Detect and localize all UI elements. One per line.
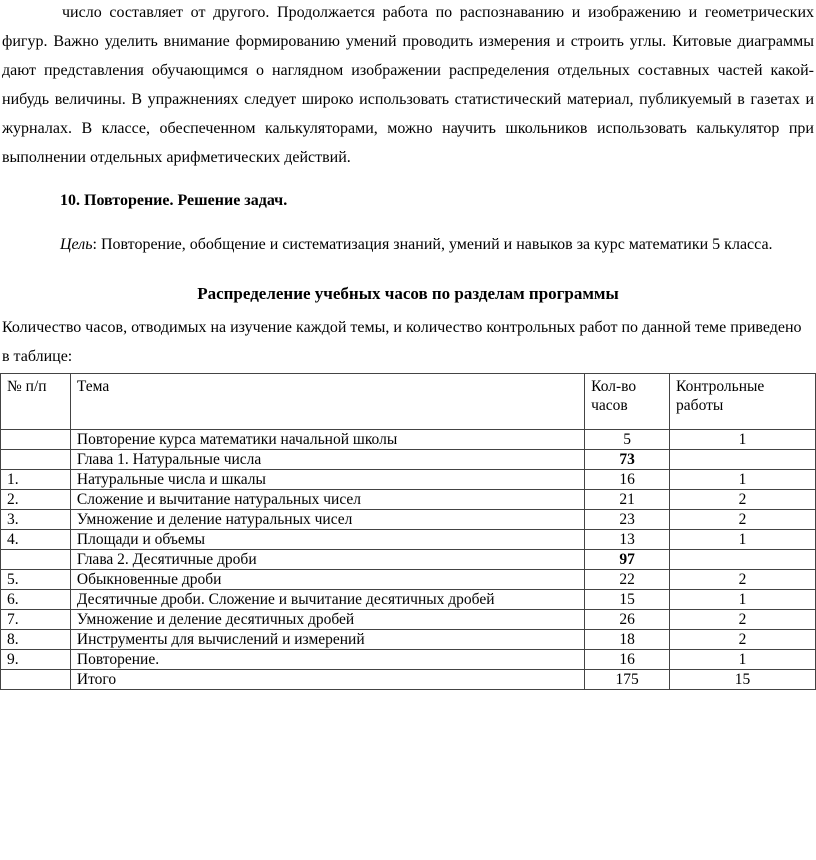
row-topic: Глава 2. Десятичные дроби: [70, 550, 584, 570]
row-hours: 22: [585, 570, 670, 590]
row-topic: Сложение и вычитание натуральных чисел: [70, 490, 584, 510]
row-number: [1, 670, 71, 690]
row-tests: 1: [670, 430, 816, 450]
row-number: 5.: [1, 570, 71, 590]
header-number: № п/п: [1, 374, 71, 430]
table-row: [1, 490, 816, 510]
table-row: [1, 550, 816, 570]
goal-line: [60, 236, 773, 254]
row-hours: 13: [585, 530, 670, 550]
row-hours: 23: [585, 510, 670, 530]
table-row: [1, 450, 816, 470]
row-tests: 1: [670, 530, 816, 550]
row-topic: Обыкновенные дроби: [70, 570, 584, 590]
hours-table: [0, 373, 816, 690]
row-hours: 175: [585, 670, 670, 690]
goal-label: Цель: [60, 236, 93, 253]
row-hours: 26: [585, 610, 670, 630]
row-topic: Умножение и деление натуральных чисел: [70, 510, 584, 530]
row-hours: 97: [585, 550, 670, 570]
row-topic: Умножение и деление десятичных дробей: [70, 610, 584, 630]
row-hours: 21: [585, 490, 670, 510]
table-row: [1, 630, 816, 650]
row-number: [1, 550, 71, 570]
row-topic: Десятичные дроби. Сложение и вычитание десятичных дробей: [70, 590, 584, 610]
table-row: [1, 430, 816, 450]
row-number: 6.: [1, 590, 71, 610]
row-number: 9.: [1, 650, 71, 670]
table-intro: Количество часов, отводимых на изучение каждой темы, и количество контрольных работ по данной теме приведено в таблице:: [2, 319, 802, 365]
row-tests: [670, 450, 816, 470]
row-tests: 1: [670, 590, 816, 610]
goal-text: : Повторение, обобщение и систематизация знаний, умений и навыков за курс математики 5 класса.: [92, 236, 773, 253]
row-hours: 15: [585, 590, 670, 610]
row-number: 4.: [1, 530, 71, 550]
row-number: 3.: [1, 510, 71, 530]
header-tests: Контрольные работы: [670, 374, 816, 430]
row-tests: 2: [670, 490, 816, 510]
row-hours: 18: [585, 630, 670, 650]
row-number: 2.: [1, 490, 71, 510]
row-hours: 16: [585, 650, 670, 670]
header-hours: Кол-во часов: [585, 374, 670, 430]
row-tests: [670, 550, 816, 570]
row-tests: 2: [670, 610, 816, 630]
row-tests: 2: [670, 570, 816, 590]
row-topic: Глава 1. Натуральные числа: [70, 450, 584, 470]
row-hours: 16: [585, 470, 670, 490]
row-topic: Площади и объемы: [70, 530, 584, 550]
table-row: [1, 670, 816, 690]
row-topic: Повторение курса математики начальной школы: [70, 430, 584, 450]
row-number: [1, 450, 71, 470]
table-row: [1, 510, 816, 530]
row-tests: 1: [670, 470, 816, 490]
paragraph-text: число составляет от другого. Продолжается работа по распознаванию и изображению и геометрических фигур. Важно уделить внимание формированию умений проводить измерения и строить углы. Китовые диаграммы дают представления обучающимся о наглядном изображении распределения отдельных составных частей какой-нибудь величины. В упражнениях следует широко использовать статистический материал, публикуемый в газетах и журналах. В классе, обеспеченном калькуляторами, можно научить школьников использовать калькулятор при выполнении отдельных арифметических действий.: [2, 4, 814, 166]
table-row: [1, 570, 816, 590]
table-header-row: [1, 374, 816, 430]
row-tests: 2: [670, 510, 816, 530]
table-row: [1, 530, 816, 550]
table-row: [1, 650, 816, 670]
row-hours: 5: [585, 430, 670, 450]
row-topic: Итого: [70, 670, 584, 690]
row-tests: 2: [670, 630, 816, 650]
row-number: 8.: [1, 630, 71, 650]
row-hours: 73: [585, 450, 670, 470]
row-number: 7.: [1, 610, 71, 630]
row-tests: 1: [670, 650, 816, 670]
table-row: [1, 610, 816, 630]
row-tests: 15: [670, 670, 816, 690]
section-heading: 10. Повторение. Решение задач.: [60, 192, 288, 209]
table-title: Распределение учебных часов по разделам программы: [197, 284, 619, 303]
row-number: [1, 430, 71, 450]
row-topic: Натуральные числа и шкалы: [70, 470, 584, 490]
header-topic: Тема: [70, 374, 584, 430]
body-paragraph: [2, 0, 814, 172]
table-row: [1, 470, 816, 490]
row-topic: Повторение.: [70, 650, 584, 670]
row-topic: Инструменты для вычислений и измерений: [70, 630, 584, 650]
table-row: [1, 590, 816, 610]
row-number: 1.: [1, 470, 71, 490]
